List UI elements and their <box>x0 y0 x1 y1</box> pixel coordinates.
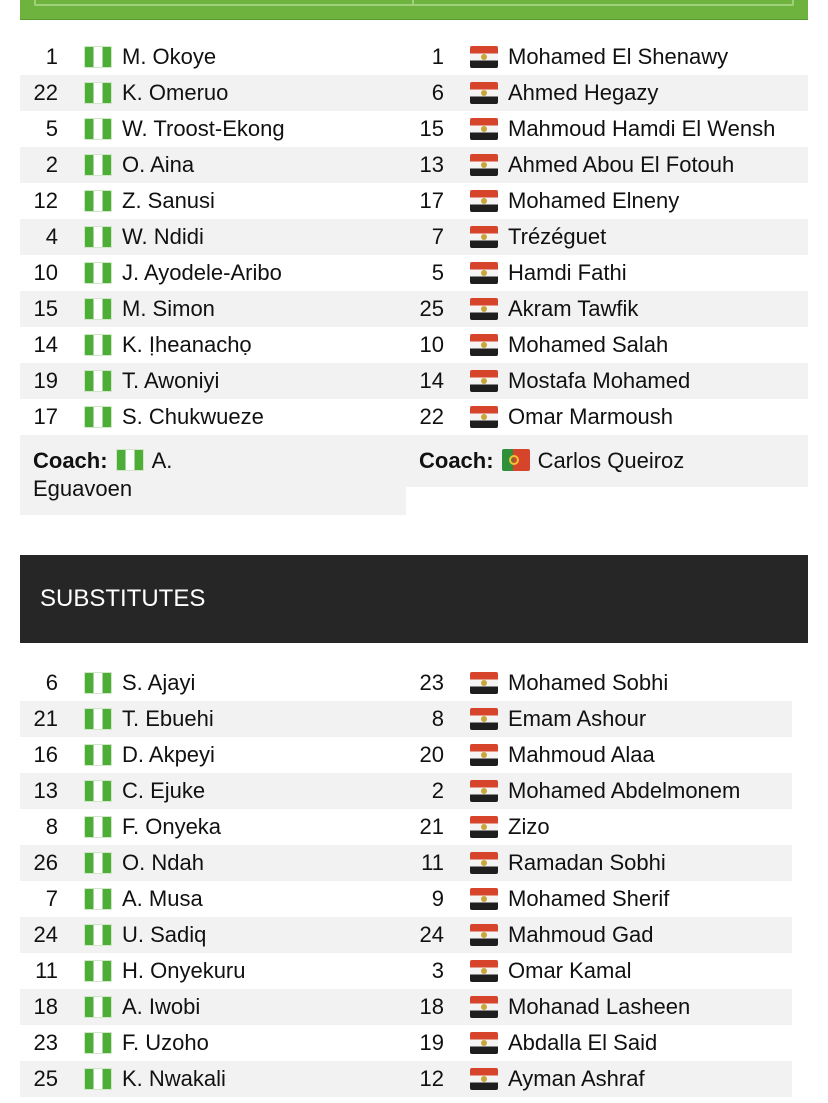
egypt-flag-icon <box>470 154 498 176</box>
player-name[interactable]: Mohamed Salah <box>508 332 669 357</box>
shirt-number: 3 <box>431 958 444 983</box>
nigeria-flag-icon <box>84 1032 112 1054</box>
shirt-number: 6 <box>45 670 58 695</box>
shirt-number: 18 <box>419 994 444 1019</box>
nigeria-flag-icon <box>84 406 112 428</box>
shirt-number: 7 <box>431 224 444 249</box>
egypt-flag-icon <box>470 960 498 982</box>
player-name[interactable]: Mohamed Sherif <box>508 886 670 911</box>
egypt-flag-icon <box>470 406 498 428</box>
egypt-flag-icon <box>470 816 498 838</box>
player-row[interactable] <box>406 701 792 737</box>
player-row[interactable] <box>406 1061 792 1097</box>
player-row[interactable] <box>406 147 808 183</box>
nigeria-flag-icon <box>84 672 112 694</box>
nigeria-flag-icon <box>84 118 112 140</box>
nigeria-flag-icon <box>84 852 112 874</box>
nigeria-flag-icon <box>84 262 112 284</box>
player-name[interactable]: Mahmoud Alaa <box>508 742 655 767</box>
egypt-flag-icon <box>470 708 498 730</box>
player-row[interactable] <box>20 399 406 435</box>
shirt-number: 16 <box>33 742 58 767</box>
shirt-number: 14 <box>419 368 444 393</box>
player-row[interactable] <box>406 39 808 75</box>
egypt-flag-icon <box>470 334 498 356</box>
shirt-number: 26 <box>33 850 58 875</box>
player-row[interactable] <box>20 39 406 75</box>
shirt-number: 8 <box>45 814 58 839</box>
nigeria-flag-icon <box>84 888 112 910</box>
player-row[interactable] <box>20 327 406 363</box>
shirt-number: 12 <box>419 1066 444 1091</box>
shirt-number: 1 <box>431 44 444 69</box>
egypt-flag-icon <box>470 298 498 320</box>
coach-label: Coach: <box>419 448 494 473</box>
shirt-number: 20 <box>419 742 444 767</box>
player-name[interactable]: M. Simon <box>122 296 215 321</box>
home-lineup <box>20 39 406 435</box>
nigeria-flag-icon <box>84 46 112 68</box>
shirt-number: 7 <box>45 886 58 911</box>
player-name[interactable]: J. Ayodele-Aribo <box>122 260 282 285</box>
nigeria-flag-icon <box>84 996 112 1018</box>
player-name[interactable]: K. Omeruo <box>122 80 229 105</box>
nigeria-flag-icon <box>116 449 144 471</box>
player-row[interactable] <box>20 989 406 1025</box>
shirt-number: 22 <box>33 80 58 105</box>
player-name[interactable]: Ayman Ashraf <box>508 1066 645 1091</box>
player-name[interactable]: H. Onyekuru <box>122 958 246 983</box>
pitch-graphic <box>20 0 808 20</box>
nigeria-flag-icon <box>84 744 112 766</box>
egypt-flag-icon <box>470 190 498 212</box>
shirt-number: 18 <box>33 994 58 1019</box>
player-name[interactable]: Mahmoud Hamdi El Wensh <box>508 116 776 141</box>
shirt-number: 5 <box>431 260 444 285</box>
shirt-number: 24 <box>419 922 444 947</box>
shirt-number: 2 <box>45 152 58 177</box>
egypt-flag-icon <box>470 226 498 248</box>
player-row[interactable] <box>20 75 406 111</box>
shirt-number: 5 <box>45 116 58 141</box>
nigeria-flag-icon <box>84 226 112 248</box>
player-name[interactable]: Omar Marmoush <box>508 404 674 429</box>
shirt-number: 13 <box>419 152 444 177</box>
coach-name[interactable]: Carlos Queiroz <box>537 448 685 473</box>
player-row[interactable] <box>406 665 792 701</box>
player-name[interactable]: Mohamed Sobhi <box>508 670 669 695</box>
player-name[interactable]: Zizo <box>508 814 550 839</box>
player-row[interactable] <box>20 255 406 291</box>
nigeria-flag-icon <box>84 298 112 320</box>
player-row[interactable] <box>406 845 792 881</box>
shirt-number: 19 <box>419 1030 444 1055</box>
player-name[interactable]: Abdalla El Said <box>508 1030 658 1055</box>
nigeria-flag-icon <box>84 334 112 356</box>
nigeria-flag-icon <box>84 780 112 802</box>
substitutes-header <box>20 555 808 643</box>
player-name[interactable]: Mostafa Mohamed <box>508 368 691 393</box>
nigeria-flag-icon <box>84 960 112 982</box>
egypt-flag-icon <box>470 262 498 284</box>
player-row[interactable] <box>406 363 808 399</box>
egypt-flag-icon <box>470 996 498 1018</box>
player-row[interactable] <box>406 219 808 255</box>
home-coach <box>20 435 406 515</box>
player-name[interactable]: Emam Ashour <box>508 706 647 731</box>
player-name[interactable]: O. Aina <box>122 152 195 177</box>
player-row[interactable] <box>20 291 406 327</box>
player-name[interactable]: C. Ejuke <box>122 778 206 803</box>
player-row[interactable] <box>20 809 406 845</box>
shirt-number: 23 <box>419 670 444 695</box>
away-coach <box>406 435 808 487</box>
shirt-number: 23 <box>33 1030 58 1055</box>
player-row[interactable] <box>20 111 406 147</box>
player-row[interactable] <box>406 917 792 953</box>
egypt-flag-icon <box>470 82 498 104</box>
egypt-flag-icon <box>470 370 498 392</box>
player-name[interactable]: M. Okoye <box>122 44 217 69</box>
shirt-number: 21 <box>419 814 444 839</box>
nigeria-flag-icon <box>84 708 112 730</box>
player-row[interactable] <box>20 953 406 989</box>
egypt-flag-icon <box>470 118 498 140</box>
shirt-number: 6 <box>431 80 444 105</box>
player-name[interactable]: Hamdi Fathi <box>508 260 627 285</box>
shirt-number: 2 <box>431 778 444 803</box>
egypt-flag-icon <box>470 1068 498 1090</box>
nigeria-flag-icon <box>84 1068 112 1090</box>
player-name[interactable]: Akram Tawfik <box>508 296 639 321</box>
player-row[interactable] <box>20 1061 406 1097</box>
player-name[interactable]: Mohamed Elneny <box>508 188 680 213</box>
player-row[interactable] <box>406 1025 792 1061</box>
player-row[interactable] <box>406 989 792 1025</box>
player-name[interactable]: W. Troost-Ekong <box>122 116 285 141</box>
away-lineup <box>406 39 808 435</box>
player-name[interactable]: U. Sadiq <box>122 922 207 947</box>
shirt-number: 10 <box>419 332 444 357</box>
shirt-number: 14 <box>33 332 58 357</box>
player-name[interactable]: Mohamed Abdelmonem <box>508 778 741 803</box>
nigeria-flag-icon <box>84 816 112 838</box>
egypt-flag-icon <box>470 852 498 874</box>
nigeria-flag-icon <box>84 82 112 104</box>
player-name[interactable]: Mohanad Lasheen <box>508 994 691 1019</box>
player-row[interactable] <box>20 147 406 183</box>
player-row[interactable] <box>406 399 808 435</box>
player-row[interactable] <box>406 183 808 219</box>
shirt-number: 4 <box>45 224 58 249</box>
egypt-flag-icon <box>470 672 498 694</box>
player-name[interactable]: T. Awoniyi <box>122 368 220 393</box>
player-row[interactable] <box>406 327 808 363</box>
player-name[interactable]: S. Ajayi <box>122 670 196 695</box>
coach-label: Coach: <box>33 448 108 473</box>
coach-name-line2[interactable]: Eguavoen <box>33 476 133 501</box>
player-name[interactable]: Trézéguet <box>508 224 607 249</box>
shirt-number: 11 <box>421 850 444 875</box>
egypt-flag-icon <box>470 888 498 910</box>
player-name[interactable]: O. Ndah <box>122 850 204 875</box>
away-substitutes <box>406 665 792 1097</box>
shirt-number: 17 <box>419 188 444 213</box>
player-name[interactable]: Mohamed El Shenawy <box>508 44 729 69</box>
player-row[interactable] <box>406 773 792 809</box>
shirt-number: 8 <box>431 706 444 731</box>
player-row[interactable] <box>20 917 406 953</box>
shirt-number: 25 <box>33 1066 58 1091</box>
shirt-number: 15 <box>33 296 58 321</box>
shirt-number: 10 <box>33 260 58 285</box>
player-name[interactable]: Ahmed Hegazy <box>508 80 659 105</box>
shirt-number: 9 <box>431 886 444 911</box>
player-row[interactable] <box>406 809 792 845</box>
player-row[interactable] <box>20 219 406 255</box>
player-name[interactable]: K. Nwakali <box>122 1066 226 1091</box>
player-name[interactable]: K. Ịheanachọ <box>122 332 252 357</box>
player-row[interactable] <box>406 255 808 291</box>
player-row[interactable] <box>20 701 406 737</box>
egypt-flag-icon <box>470 1032 498 1054</box>
coach-name-line1[interactable]: A. <box>151 448 173 473</box>
nigeria-flag-icon <box>84 190 112 212</box>
shirt-number: 21 <box>33 706 58 731</box>
shirt-number: 22 <box>419 404 444 429</box>
shirt-number: 19 <box>33 368 58 393</box>
egypt-flag-icon <box>470 46 498 68</box>
substitutes-title: SUBSTITUTES <box>40 585 206 612</box>
shirt-number: 24 <box>33 922 58 947</box>
portugal-flag-icon <box>502 449 530 471</box>
shirt-number: 11 <box>35 958 58 983</box>
player-name[interactable]: S. Chukwueze <box>122 404 264 429</box>
player-row[interactable] <box>406 737 792 773</box>
shirt-number: 25 <box>419 296 444 321</box>
player-row[interactable] <box>20 737 406 773</box>
nigeria-flag-icon <box>84 154 112 176</box>
player-row[interactable] <box>20 1025 406 1061</box>
player-name[interactable]: Omar Kamal <box>508 958 632 983</box>
player-name[interactable]: F. Onyeka <box>122 814 222 839</box>
player-row[interactable] <box>406 291 808 327</box>
player-row[interactable] <box>20 881 406 917</box>
player-name[interactable]: T. Ebuehi <box>122 706 214 731</box>
player-row[interactable] <box>20 363 406 399</box>
player-row[interactable] <box>20 183 406 219</box>
egypt-flag-icon <box>470 924 498 946</box>
player-name[interactable]: Ramadan Sobhi <box>508 850 666 875</box>
home-substitutes <box>20 665 406 1097</box>
player-name[interactable]: W. Ndidi <box>122 224 204 249</box>
player-row[interactable] <box>406 881 792 917</box>
player-row[interactable] <box>20 773 406 809</box>
player-name[interactable]: A. Musa <box>122 886 203 911</box>
player-row[interactable] <box>406 953 792 989</box>
shirt-number: 13 <box>33 778 58 803</box>
shirt-number: 12 <box>33 188 58 213</box>
player-row[interactable] <box>20 845 406 881</box>
player-name[interactable]: Mahmoud Gad <box>508 922 654 947</box>
player-row[interactable] <box>20 665 406 701</box>
egypt-flag-icon <box>470 780 498 802</box>
shirt-number: 15 <box>419 116 444 141</box>
player-name[interactable]: Z. Sanusi <box>122 188 215 213</box>
player-row[interactable] <box>406 111 808 147</box>
player-name[interactable]: F. Uzoho <box>122 1030 209 1055</box>
egypt-flag-icon <box>470 744 498 766</box>
player-name[interactable]: A. Iwobi <box>122 994 201 1019</box>
nigeria-flag-icon <box>84 924 112 946</box>
player-row[interactable] <box>406 75 808 111</box>
player-name[interactable]: Ahmed Abou El Fotouh <box>508 152 735 177</box>
shirt-number: 1 <box>45 44 58 69</box>
nigeria-flag-icon <box>84 370 112 392</box>
player-name[interactable]: D. Akpeyi <box>122 742 215 767</box>
shirt-number: 17 <box>33 404 58 429</box>
